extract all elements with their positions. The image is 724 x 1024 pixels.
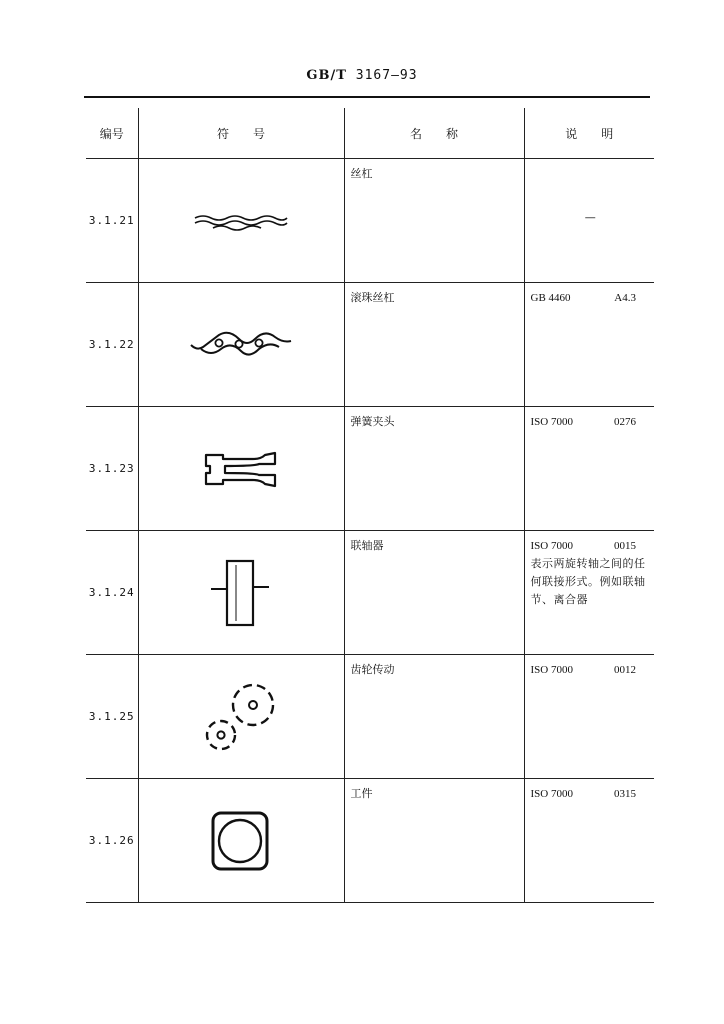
row-code: 0276 — [614, 416, 636, 428]
row-reference — [531, 289, 651, 307]
ball-screw-icon — [189, 325, 293, 365]
row-number: 3.1.22 — [86, 283, 138, 407]
row-code: 0315 — [614, 788, 636, 800]
row-name: 齿轮传动 — [344, 655, 524, 779]
row-name: 工件 — [344, 779, 524, 903]
table-row — [86, 655, 654, 779]
table-row — [86, 531, 654, 655]
spring-collet-icon — [201, 449, 281, 489]
symbol-cell — [138, 159, 344, 283]
row-reference — [531, 537, 651, 555]
table-row — [86, 407, 654, 531]
row-number: 3.1.26 — [86, 779, 138, 903]
gear-transmission-icon — [201, 679, 281, 755]
row-name: 弹簧夹头 — [344, 407, 524, 531]
table-row — [86, 283, 654, 407]
row-code: A4.3 — [614, 292, 636, 304]
row-description — [524, 655, 654, 779]
row-reference — [531, 413, 651, 431]
row-number: 3.1.23 — [86, 407, 138, 531]
row-description — [524, 779, 654, 903]
row-standard: GB 4460 — [530, 292, 571, 304]
symbol-table — [86, 108, 654, 903]
row-description — [524, 159, 654, 283]
row-note: — — [584, 211, 596, 224]
row-standard: ISO 7000 — [530, 416, 573, 428]
symbol-cell — [138, 407, 344, 531]
row-number: 3.1.24 — [86, 531, 138, 655]
table-header-row — [86, 108, 654, 159]
symbol-cell — [138, 283, 344, 407]
row-code: 0015 — [614, 540, 636, 552]
row-code: 0012 — [614, 664, 636, 676]
row-description — [524, 283, 654, 407]
coupling-icon — [209, 557, 273, 629]
row-description — [524, 531, 654, 655]
row-name: 滚珠丝杠 — [344, 283, 524, 407]
page-header — [0, 68, 724, 83]
row-name: 丝杠 — [344, 159, 524, 283]
header-description: 说 明 — [524, 108, 654, 159]
symbol-cell — [138, 779, 344, 903]
row-name: 联轴器 — [344, 531, 524, 655]
row-number: 3.1.21 — [86, 159, 138, 283]
lead-screw-icon — [191, 206, 291, 236]
row-note: 表示两旋转轴之间的任何联接形式。例如联轴节、离合器 — [530, 557, 646, 606]
symbol-cell — [138, 531, 344, 655]
header-symbol: 符 号 — [138, 108, 344, 159]
header-number: 编号 — [86, 108, 138, 159]
row-description — [524, 407, 654, 531]
row-reference — [531, 785, 651, 803]
table-row — [86, 779, 654, 903]
standard-code: 3167—93 — [355, 68, 418, 83]
top-rule — [84, 96, 650, 98]
row-standard: ISO 7000 — [530, 664, 573, 676]
table-row — [86, 159, 654, 283]
header-name: 名 称 — [344, 108, 524, 159]
row-standard: ISO 7000 — [530, 540, 573, 552]
row-reference — [531, 661, 651, 679]
symbol-cell — [138, 655, 344, 779]
standard-prefix: GB/T — [306, 68, 347, 83]
workpiece-icon — [209, 809, 273, 873]
row-standard: ISO 7000 — [530, 788, 573, 800]
row-number: 3.1.25 — [86, 655, 138, 779]
